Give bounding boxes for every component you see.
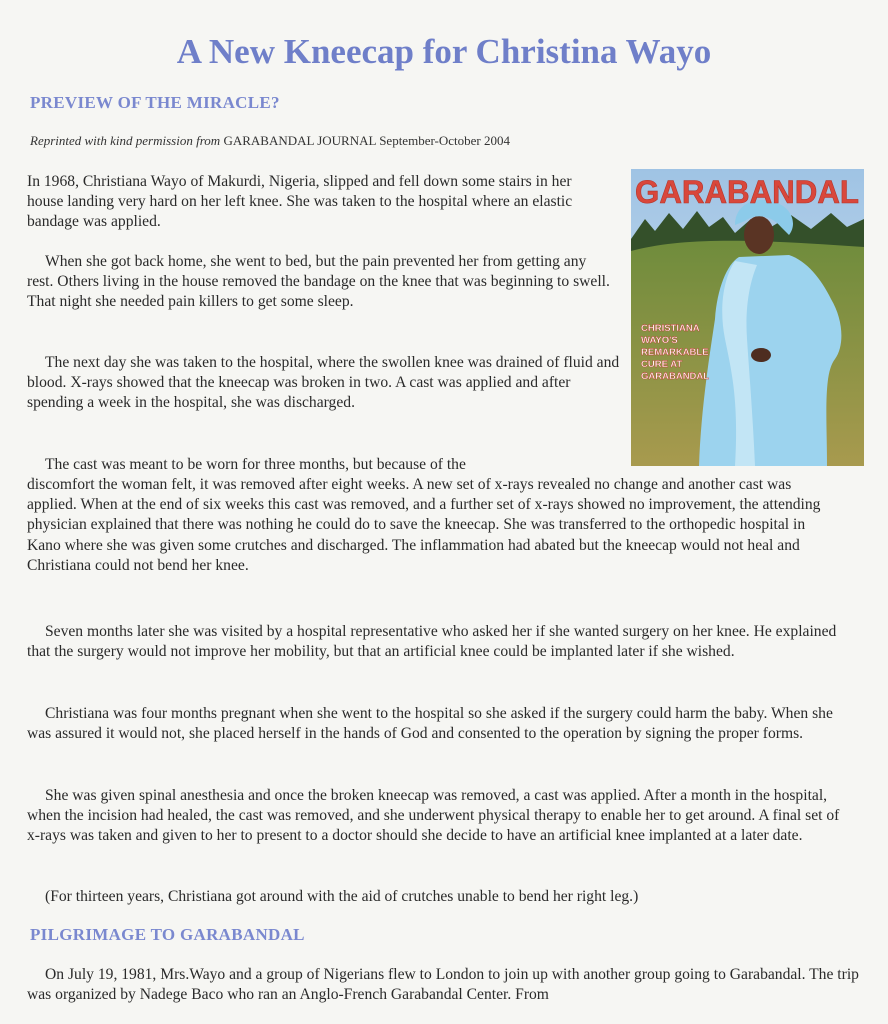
- paragraph-wrap-line-1: [27, 455, 627, 475]
- paragraph: Christiana was four months pregnant when she went to the hospital so she asked if the surgery could harm the baby. When she was assured it would not, she placed herself in the hands of God and consented to the operation by signing the proper forms.: [27, 705, 833, 743]
- magazine-cover-image: [631, 169, 864, 466]
- paragraph: discomfort the woman felt, it was removed after eight weeks. A new set of x-rays revealed no change and another cast was applied. When at the end of six weeks this cast was removed, and a further set of x-rays showed no improvement, the attending physician explained that there was nothing he could do to save the kneecap. She was transferred to the orthopedic hospital in Kano where she was given some crutches and discharged. The inflammation had abated but the kneecap would not heal and Christiana could not bend her knee.: [27, 476, 821, 574]
- reprint-credit: [30, 133, 510, 149]
- cover-caption-line: GARABANDAL: [641, 371, 710, 382]
- cover-masthead: GARABANDAL: [635, 174, 859, 210]
- cover-caption-line: REMARKABLE: [641, 347, 709, 358]
- paragraph: In 1968, Christiana Wayo of Makurdi, Nigeria, slipped and fell down some stairs in her house landing very hard on her left knee. She was taken to the hospital where an elastic bandage was applied.: [27, 173, 573, 231]
- paragraph: She was given spinal anesthesia and once the broken kneecap was removed, a cast was applied. After a month in the hospital, when the incision had healed, the cast was removed, and she underwent physical therapy to enable her to get around. A final set of x-rays was taken and given to her to present to a doctor should she decide to have an artificial knee implanted at a later date.: [27, 787, 840, 845]
- paragraph: When she got back home, she went to bed, but the pain prevented her from getting any rest. Others living in the house removed the bandage on the knee that was beginning to swell. That night she needed pain killers to get some sleep.: [27, 253, 610, 311]
- cover-caption-line: CHRISTIANA: [641, 323, 700, 334]
- paragraph: The next day she was taken to the hospital, where the swollen knee was drained of fluid and blood. X-rays showed that the kneecap was broken in two. A cast was applied and after spending a week in the hospital, she was discharged.: [27, 354, 620, 412]
- section-heading-pilgrimage: PILGRIMAGE TO GARABANDAL: [30, 925, 305, 944]
- reprint-credit-source: GARABANDAL JOURNAL September-October 2004: [223, 133, 510, 148]
- cover-figure-hand: [751, 348, 771, 362]
- page-title: A New Kneecap for Christina Wayo: [176, 32, 712, 71]
- paragraph-note: (For thirteen years, Christiana got around with the aid of crutches unable to bend her right leg.): [45, 888, 639, 905]
- cover-caption-line: WAYO'S: [641, 335, 678, 346]
- cover-caption-line: CURE AT: [641, 359, 683, 370]
- section-heading-preview: PREVIEW OF THE MIRACLE?: [30, 93, 280, 112]
- cover-figure-face: [744, 216, 774, 254]
- paragraph-first-line: The cast was meant to be worn for three months, but because of the: [45, 456, 466, 473]
- paragraph: On July 19, 1981, Mrs.Wayo and a group of Nigerians flew to London to join up with another group going to Garabandal. The trip was organized by Nadege Baco who ran an Anglo-French Garabandal Center. From: [27, 966, 859, 1004]
- reprint-credit-italic: Reprinted with kind permission from: [30, 133, 221, 148]
- paragraph: Seven months later she was visited by a hospital representative who asked her if she wanted surgery on her knee. He explained that the surgery would not improve her mobility, but that an artificial knee could be implanted later if she wished.: [27, 623, 837, 661]
